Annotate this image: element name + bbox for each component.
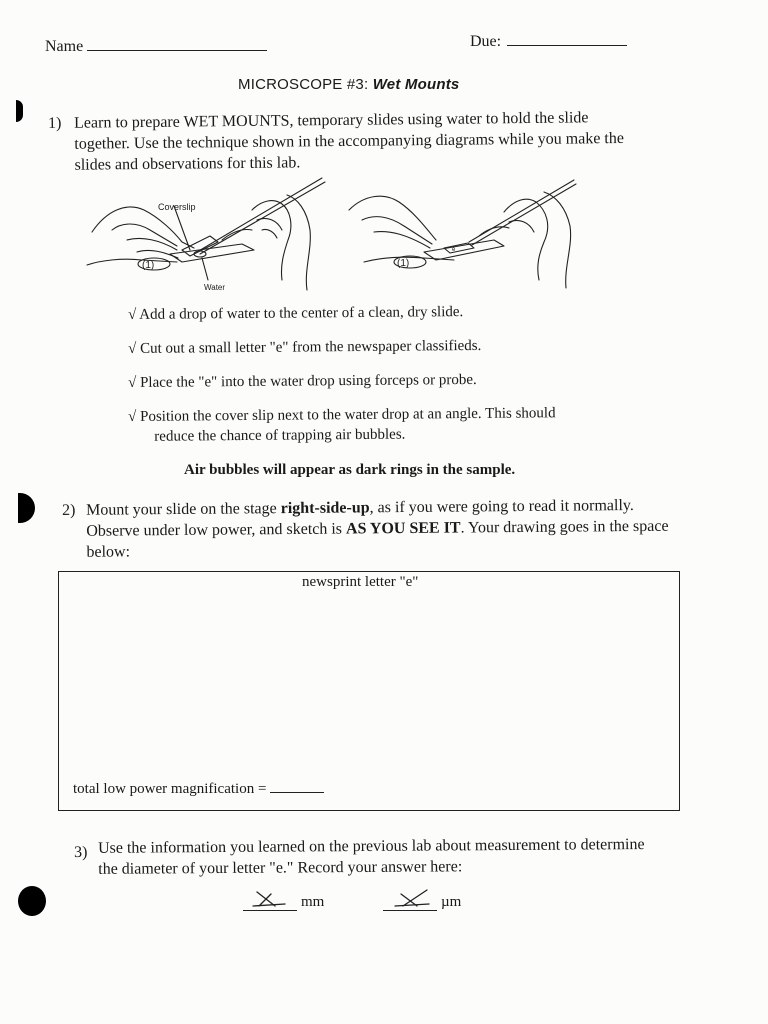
emphasis-text: AS YOU SEE IT: [345, 519, 461, 538]
hole-punch-mark: [18, 493, 35, 523]
question-1: [48, 107, 648, 174]
drawing-area[interactable]: [58, 571, 680, 811]
right-panel-drawing: [349, 180, 576, 288]
left-panel-drawing: [87, 178, 325, 290]
step-text: Place the "e" into the water drop using forceps or probe.: [139, 371, 477, 391]
coverslip-label: Coverslip: [158, 202, 196, 212]
check-mark-icon: √: [128, 306, 137, 323]
check-mark-icon: √: [128, 374, 137, 391]
step-text: Add a drop of water to the center of a clean, dry slide.: [139, 304, 464, 323]
hole-punch-mark: [18, 886, 46, 916]
answer-um-blank[interactable]: [383, 888, 437, 911]
due-label: Due:: [470, 33, 502, 50]
water-label: Water: [204, 283, 226, 292]
step-text-continued: reduce the chance of trapping air bubbles.: [154, 426, 406, 445]
question-number: 1): [48, 114, 62, 132]
emphasis-text: right-side-up: [280, 499, 370, 518]
question-text: [86, 495, 677, 563]
magnification-blank[interactable]: [270, 782, 324, 793]
step-item: [128, 402, 648, 447]
wet-mount-illustration: [82, 170, 612, 295]
question-number: 3): [74, 843, 88, 861]
text-segment: , as if you were going to read it normally. Observe under low power, and sketch is: [86, 497, 634, 540]
air-bubble-note: Air bubbles will appear as dark rings in the sample.: [184, 462, 516, 478]
answer-mm-blank[interactable]: [243, 888, 297, 911]
question-3: [74, 834, 674, 878]
step-text: Cut out a small letter "e" from the newspaper classifieds.: [139, 337, 482, 357]
unit-label: mm: [301, 894, 325, 910]
handwritten-mark-icon: [251, 888, 287, 910]
question-text: Learn to prepare WET MOUNTS, temporary slides using water to hold the slide together. Use the technique shown in the accompanying diagrams while you make the slides and observations for this lab.: [74, 109, 625, 174]
name-blank: [87, 38, 267, 51]
due-blank: [507, 35, 627, 46]
due-field: [470, 33, 627, 51]
question-2: [62, 495, 682, 561]
magnification-field: [73, 781, 324, 798]
name-field: [45, 38, 267, 56]
unit-label: µm: [441, 894, 462, 910]
check-mark-icon: √: [128, 408, 137, 425]
magnification-label: total low power magnification =: [73, 781, 267, 797]
handwritten-mark-icon: [391, 888, 431, 910]
title-italic: Wet Mounts: [372, 76, 460, 93]
answer-mm-field: [243, 888, 324, 911]
question-number: 2): [62, 501, 76, 519]
svg-text:e: e: [452, 247, 456, 253]
check-mark-icon: √: [128, 340, 137, 357]
drawing-area-label: newsprint letter "e": [302, 574, 419, 590]
text-segment: Mount your slide on the stage: [86, 500, 281, 519]
step-item: [128, 302, 648, 324]
question-text: Use the information you learned on the previous lab about measurement to determine the diameter of your letter "e." Record your answer here:: [98, 836, 645, 878]
text-segment: . Your drawing goes in the space below:: [86, 517, 669, 561]
svg-text:(1): (1): [142, 260, 155, 271]
step-item: [128, 336, 648, 358]
answer-um-field: [383, 888, 461, 911]
step-text: Position the cover slip next to the water drop at an angle. This should: [140, 405, 556, 425]
page-title: [238, 76, 459, 93]
hole-punch-mark: [16, 100, 23, 122]
name-label: Name: [45, 38, 84, 55]
step-item: [128, 370, 648, 392]
svg-text:(1): (1): [397, 258, 410, 269]
title-main: MICROSCOPE #3:: [238, 76, 369, 93]
